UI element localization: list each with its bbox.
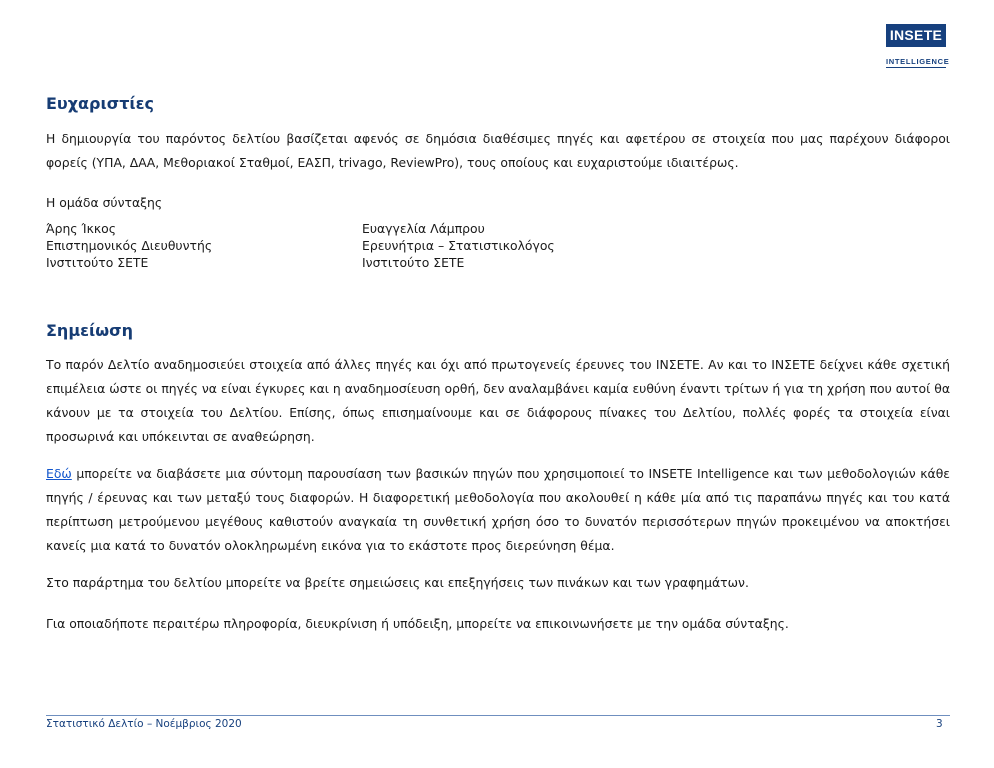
logo-mark: INSETE (886, 24, 946, 47)
team-label: Η ομάδα σύνταξης (46, 195, 163, 210)
note-paragraph-1: Το παρόν Δελτίο αναδημοσιεύει στοιχεία από άλλες πηγές και όχι από πρωτογενείς έρευνες του ΙΝΣΕΤΕ. Αν και το ΙΝΣΕΤΕ δείχνει κάθε σχετική επιμέλεια ώστε οι πηγές να είναι έγκυρες και η αναδημοσίευση ορθή, δεν αναλαμβάνει καμία ευθύνη έναντι τρίτων ή για τη χρήση που αυτοί θα κάνουν με τα στοιχεία του Δελτίου. Επίσης, όπως επισημαίνουμε και σε διάφορους πίνακες του Δελτίου, πολλές φορές τα στοιχεία είναι προσωρινά και υπόκεινται σε αναθεώρηση. (46, 357, 950, 444)
member-2-role: Ερευνήτρια – Στατιστικολόγος (362, 238, 555, 253)
note-paragraph-4: Για οποιαδήποτε περαιτέρω πληροφορία, διευκρίνιση ή υπόδειξη, μπορείτε να επικοινωνήσετε με την ομάδα σύνταξης. (46, 616, 789, 631)
note-paragraph-2-text: μπορείτε να διαβάσετε μια σύντομη παρουσίαση των βασικών πηγών που χρησιμοποιεί το INSETE Intelligence και των μεθοδολογιών κάθε πηγής / έρευνας και των μεταξύ τους διαφορών. Η διαφορετική μεθοδολογία που ακολουθεί η κάθε μία από τις παραπάνω πηγές και του κατά περίπτωση μετρούμενου μεγέθους καθιστούν αναγκαία τη συνθετική χρήση όσο το δυνατόν περισσότερων πηγών προκειμένου να αποκτήσει κανείς μια κατά το δυνατόν ολοκληρωμένη εικόνα για το εκάστοτε προς διερεύνηση θέμα. (46, 466, 950, 553)
footer-title: Στατιστικό Δελτίο – Νοέμβριος 2020 (46, 718, 242, 730)
member-1-role: Επιστημονικός Διευθυντής (46, 238, 213, 253)
acknowledgements-heading: Ευχαριστίες (46, 94, 155, 113)
footer-divider (46, 715, 950, 716)
note-paragraph-3: Στο παράρτημα του δελτίου μπορείτε να βρείτε σημειώσεις και επεξηγήσεις των πινάκων και των γραφημάτων. (46, 575, 749, 590)
member-2-org: Ινστιτούτο ΣΕΤΕ (362, 255, 465, 270)
insete-logo (886, 24, 950, 70)
member-2-name: Ευαγγελία Λάμπρου (362, 221, 485, 236)
page-number: 3 (936, 718, 943, 730)
logo-subtitle: INTELLIGENCE (886, 57, 950, 66)
logo-underline (886, 67, 946, 68)
member-1-org: Ινστιτούτο ΣΕΤΕ (46, 255, 149, 270)
sources-link[interactable]: Εδώ (46, 466, 72, 481)
note-paragraph-2 (46, 462, 950, 558)
acknowledgements-text: Η δημιουργία του παρόντος δελτίου βασίζεται αφενός σε δημόσια διαθέσιμες πηγές και αφετέρου σε στοιχεία που μας παρέχουν διάφοροι φορείς (ΥΠΑ, ΔΑΑ, Μεθοριακοί Σταθμοί, ΕΑΣΠ, trivago, ReviewPro), τους οποίους και ευχαριστούμε ιδιαιτέρως. (46, 131, 950, 170)
note-heading: Σημείωση (46, 321, 133, 340)
member-1-name: Άρης Ίκκος (46, 221, 117, 236)
